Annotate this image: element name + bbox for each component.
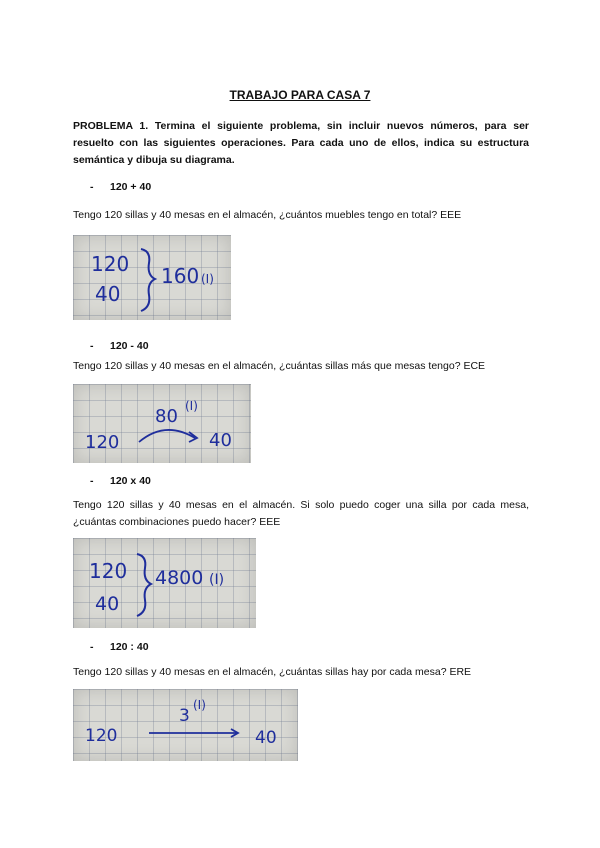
operation-label: 120 : 40	[110, 641, 149, 653]
page-title: TRABAJO PARA CASA 7	[229, 88, 371, 102]
operation-2	[90, 340, 149, 352]
diagram-value-b: 40	[255, 728, 277, 748]
handwritten-diagram-1	[73, 235, 231, 320]
diagram-result: 160	[161, 264, 200, 288]
diagram-value-a: 120	[85, 726, 118, 746]
problem-statement	[73, 118, 529, 169]
diagram-result: 4800	[155, 567, 204, 589]
diagram-value-a: 120	[85, 432, 120, 453]
diagram-value-a: 120	[89, 559, 128, 583]
diagram-result: 3	[179, 706, 190, 726]
list-dash: -	[90, 340, 94, 352]
question-3: Tengo 120 sillas y 40 mesas en el almacén. Si solo puedo coger una silla por cada mesa, ¿cuántas combinaciones puedo hacer? EEE	[73, 499, 529, 528]
operation-label: 120 + 40	[110, 181, 152, 193]
operation-label: 120 x 40	[110, 475, 151, 487]
diagram-result: 80	[155, 406, 178, 427]
question-1: Tengo 120 sillas y 40 mesas en el almacén, ¿cuántos muebles tengo en total? EEE	[73, 209, 462, 221]
handwritten-diagram-2	[73, 384, 251, 463]
question-4: Tengo 120 sillas y 40 mesas en el almacén, ¿cuántas sillas hay por cada mesa? ERE	[73, 666, 472, 678]
question-2: Tengo 120 sillas y 40 mesas en el almacén, ¿cuántas sillas más que mesas tengo? ECE	[73, 360, 486, 372]
diagram-tag: (I)	[209, 572, 225, 588]
diagram-tag: (I)	[193, 698, 206, 712]
operation-3	[90, 475, 151, 487]
diagram-value-a: 120	[91, 252, 130, 276]
diagram-value-b: 40	[209, 430, 232, 451]
problem-label: PROBLEMA 1.	[73, 120, 149, 132]
diagram-tag: (I)	[201, 272, 214, 286]
operation-label: 120 - 40	[110, 340, 149, 352]
handwritten-diagram-4	[73, 689, 298, 761]
operation-4	[90, 641, 149, 653]
list-dash: -	[90, 181, 94, 193]
diagram-value-b: 40	[95, 282, 121, 306]
diagram-value-b: 40	[95, 593, 120, 615]
operation-1	[90, 181, 151, 193]
handwritten-diagram-3	[73, 538, 256, 628]
problem-text: Termina el siguiente problema, sin incluir nuevos números, para ser resuelto con las siguientes operaciones. Para cada uno de ellos, indica su estructura semántica y dibuja su diagrama.	[73, 120, 530, 166]
list-dash: -	[90, 475, 94, 487]
diagram-tag: (I)	[185, 399, 198, 413]
list-dash: -	[90, 641, 94, 653]
